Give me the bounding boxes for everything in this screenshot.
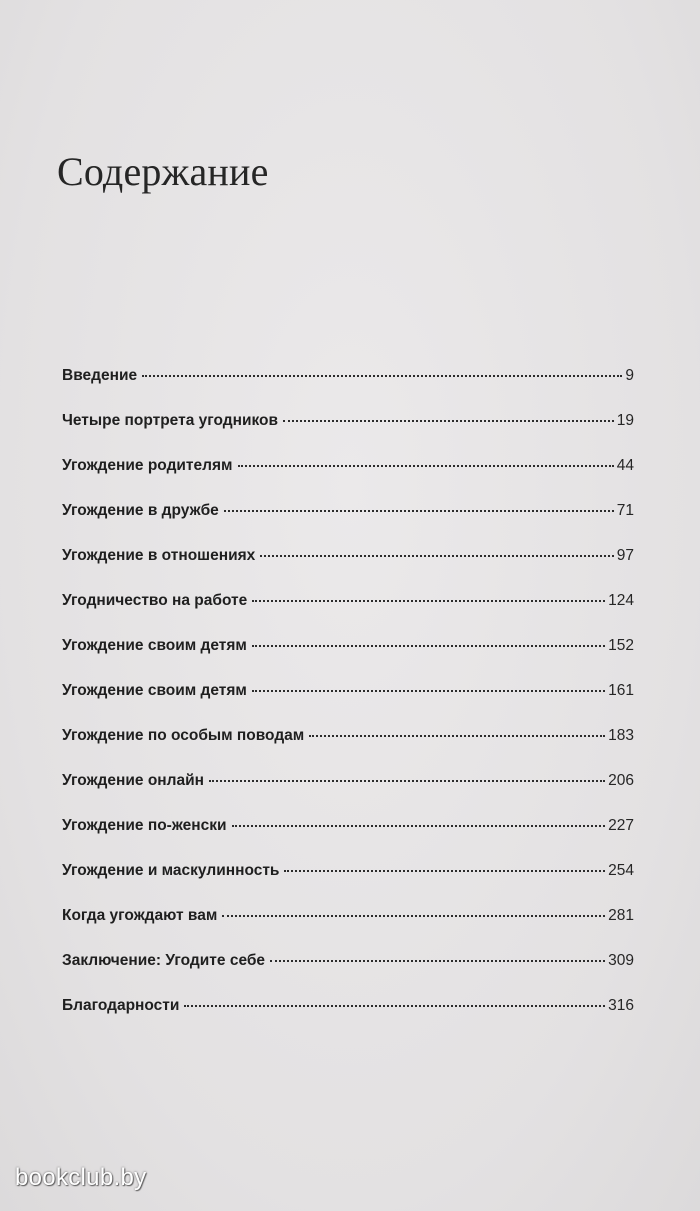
toc-entry-page: 227	[608, 817, 634, 834]
dot-leader	[283, 420, 614, 422]
toc-entry-title: Угодничество на работе	[62, 592, 248, 609]
site-watermark: bookclub.by	[15, 1164, 147, 1191]
toc-entry-page: 9	[625, 367, 634, 384]
toc-entry-page: 161	[608, 682, 634, 699]
toc-entry[interactable]	[62, 592, 634, 637]
toc-entry[interactable]	[62, 367, 634, 412]
dot-leader	[238, 465, 614, 467]
dot-leader	[222, 915, 605, 917]
toc-entry-page: 309	[608, 952, 634, 969]
table-of-contents	[62, 367, 634, 1042]
toc-entry-page: 316	[608, 997, 634, 1014]
toc-entry-page: 183	[608, 727, 634, 744]
toc-entry-page: 19	[616, 412, 634, 429]
dot-leader	[232, 825, 606, 827]
toc-entry-page: 281	[608, 907, 634, 924]
toc-entry-page: 124	[608, 592, 634, 609]
toc-entry[interactable]	[62, 727, 634, 772]
dot-leader	[252, 600, 605, 602]
dot-leader	[270, 960, 605, 962]
toc-entry-title: Угождение по-женски	[62, 817, 227, 834]
page-title: Содержание	[57, 149, 269, 194]
toc-entry-title: Когда угождают вам	[62, 907, 218, 924]
toc-entry[interactable]	[62, 502, 634, 547]
toc-entry[interactable]	[62, 412, 634, 457]
toc-entry-page: 254	[608, 862, 634, 879]
toc-entry-title: Угождение в дружбе	[62, 502, 219, 519]
dot-leader	[184, 1005, 605, 1007]
toc-entry[interactable]	[62, 862, 634, 907]
toc-entry[interactable]	[62, 457, 634, 502]
toc-entry-title: Угождение и маскулинность	[62, 862, 280, 879]
dot-leader	[142, 375, 622, 377]
toc-entry-page: 44	[616, 457, 634, 474]
toc-entry[interactable]	[62, 817, 634, 862]
toc-entry-page: 152	[608, 637, 634, 654]
toc-entry[interactable]	[62, 772, 634, 817]
dot-leader	[284, 870, 605, 872]
toc-entry-title: Угождение онлайн	[62, 772, 205, 789]
toc-entry-page: 97	[616, 547, 634, 564]
dot-leader	[260, 555, 613, 557]
toc-entry[interactable]	[62, 547, 634, 592]
toc-entry[interactable]	[62, 907, 634, 952]
toc-entry[interactable]	[62, 682, 634, 727]
toc-entry-title: Четыре портрета угодников	[62, 412, 279, 429]
dot-leader	[309, 735, 605, 737]
toc-entry-title: Угождение в отношениях	[62, 547, 256, 564]
toc-entry-page: 71	[616, 502, 634, 519]
toc-entry-title: Введение	[62, 367, 138, 384]
toc-entry[interactable]	[62, 952, 634, 997]
toc-entry[interactable]	[62, 637, 634, 682]
dot-leader	[252, 690, 605, 692]
toc-entry-title: Заключение: Угодите себе	[62, 952, 266, 969]
toc-entry-title: Угождение своим детям	[62, 637, 247, 654]
dot-leader	[209, 780, 605, 782]
toc-entry-title: Угождение по особым поводам	[62, 727, 305, 744]
toc-entry-title: Угождение родителям	[62, 457, 233, 474]
toc-entry-title: Благодарности	[62, 997, 180, 1014]
toc-entry[interactable]	[62, 997, 634, 1042]
dot-leader	[252, 645, 605, 647]
toc-entry-page: 206	[608, 772, 634, 789]
toc-entry-title: Угождение своим детям	[62, 682, 247, 699]
dot-leader	[224, 510, 614, 512]
